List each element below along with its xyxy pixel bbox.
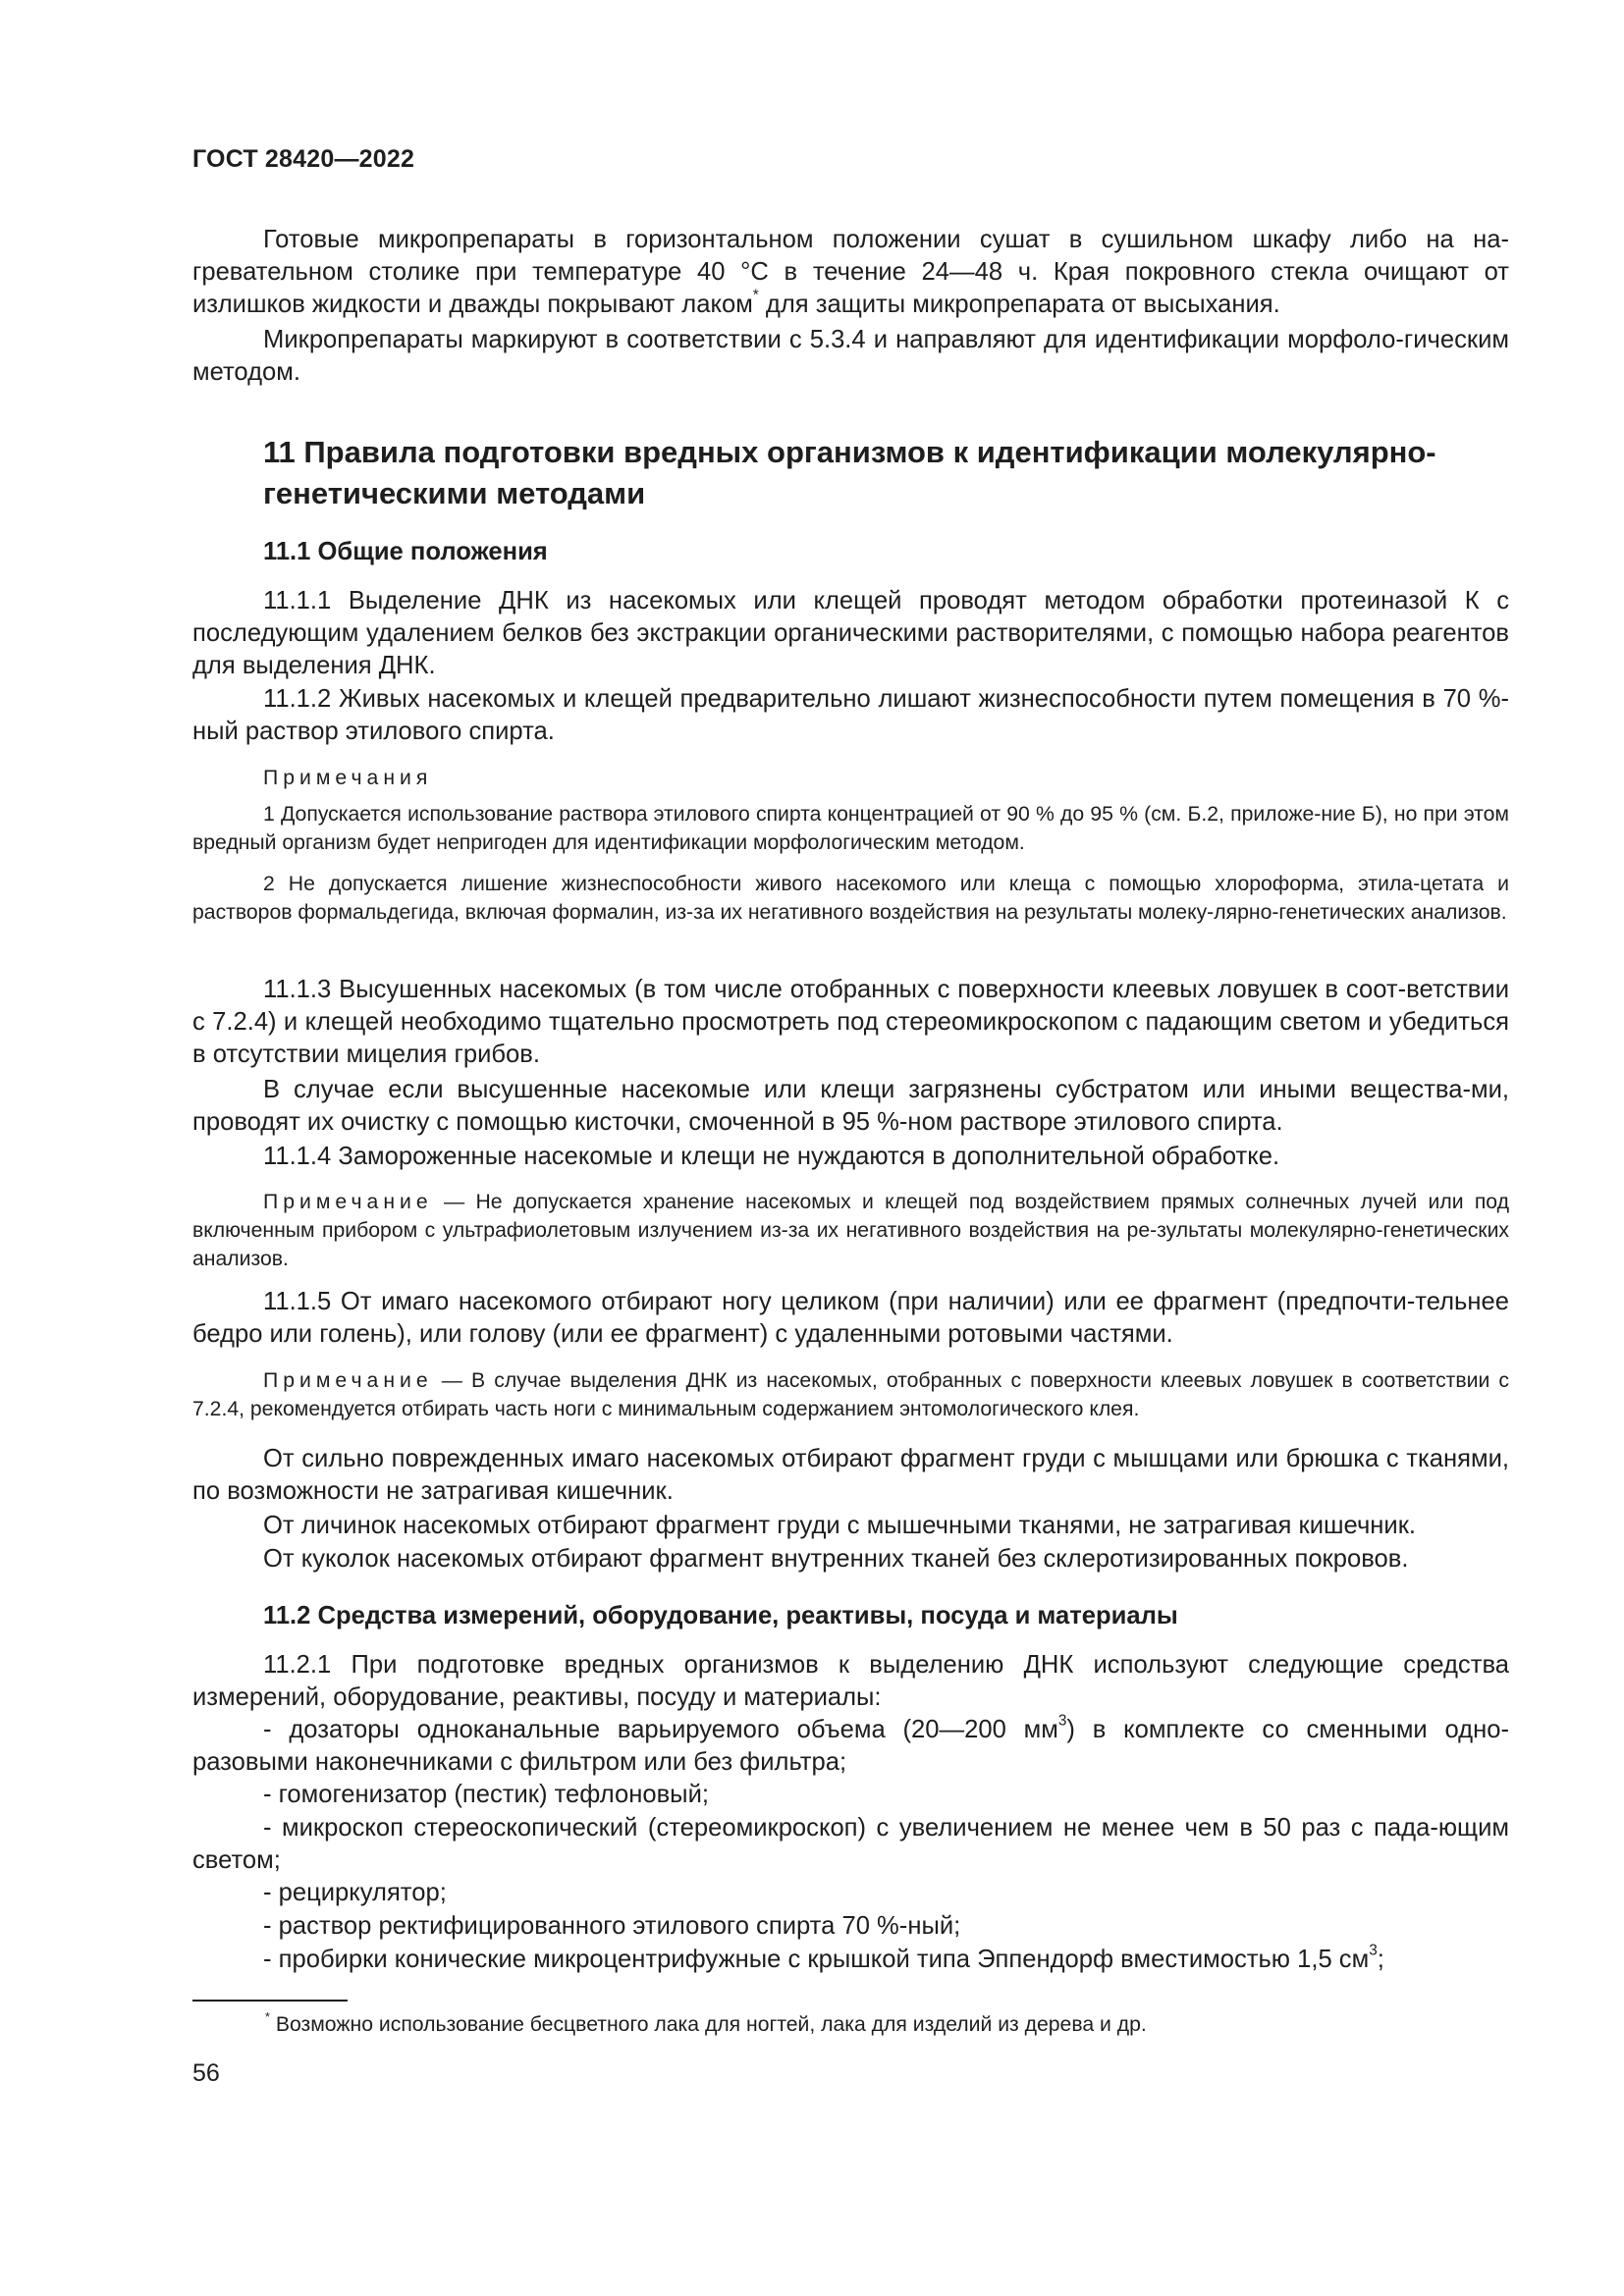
footnote-ref: * (752, 287, 759, 304)
paragraph-pupae: От куколок насекомых отбирают фрагмент внутренних тканей без склеротизированных покровов. (263, 1545, 1409, 1573)
intro-text-a: Готовые микропрепараты в горизонтальном положении сушат в сушильном шкафу либо на на-гревательном столике при температуре 40 °С в течение 24—48 ч. Края покровного стекла очищают от излишков жидкости и дважды покрывают лаком (192, 226, 1509, 318)
note-4 (192, 1366, 1509, 1423)
paragraph-11-2-1: 11.2.1 При подготовке вредных организмов к выделению ДНК используют следующие средства измерений, оборудование, реактивы, посуду и материалы: (192, 1651, 1509, 1711)
paragraph-11-1-3-cleaning: В случае если высушенные насекомые или клещи загрязнены субстратом или иными вещества-ми, проводят их очистку с помощью кисточки, смоченной в 95 %-ном растворе этилового спирта. (192, 1076, 1509, 1136)
paragraph-11-1-3: 11.1.3 Высушенных насекомых (в том числе отобранных с поверхности клеевых ловушек в соот-ветствии с 7.2.4) и клещей необходимо тщательно просмотреть под стереомикроскопом с падающим светом и убедиться в отсутствии мицелия грибов. (192, 976, 1509, 1068)
note-3-label: Примечание (263, 1191, 433, 1213)
footnote-text: Возможно использование бесцветного лака для ногтей, лака для изделий из дерева и др. (269, 2013, 1147, 2036)
list-item: - микроскоп стереоскопический (стереомикроскоп) с увеличением не менее чем в 50 раз с пада-ющим светом; (192, 1814, 1509, 1874)
subsection-11-2-title: 11.2 Средства измерений, оборудование, реактивы, посуда и материалы (263, 1602, 1178, 1629)
paragraph-11-1-1: 11.1.1 Выделение ДНК из насекомых или клещей проводят методом обработки протеиназой К с последующим удалением белков без экстракции органическими растворителями, с помощью набора реагентов для выделения ДНК. (192, 587, 1509, 679)
note-4-label: Примечание (263, 1369, 433, 1392)
intro-paragraph-1 (192, 224, 1509, 321)
note-2: 2 Не допускается лишение жизнеспособности живого насекомого или клеща с помощью хлороформа, этила-цетата и растворов формальдегида, включая формалин, из-за их негативного воздействия на результаты молеку-лярно-генетических анализов. (192, 873, 1509, 924)
footnote-mark: * (265, 2008, 270, 2024)
paragraph-11-1-2: 11.1.2 Живых насекомых и клещей предварительно лишают жизнеспособности путем помещения в 70 %-ный раствор этилового спирта. (192, 685, 1509, 745)
paragraph-11-1-4: 11.1.4 Замороженные насекомые и клещи не нуждаются в дополнительной обработке. (263, 1143, 1280, 1170)
list-item: - рециркулятор; (263, 1879, 447, 1906)
paragraph-larvae: От личинок насекомых отбирают фрагмент груди с мышечными тканями, не затрагивая кишечник. (263, 1512, 1417, 1539)
list-item: - пробирки конические микроцентрифужные с крышкой типа Эппендорф вместимостью 1,5 $см^3$; (263, 1942, 1384, 1973)
paragraph-11-1-5: 11.1.5 От имаго насекомого отбирают ногу целиком (при наличии) или ее фрагмент (предпочти-тельнее бедро или голень), или голову (или ее фрагмент) с удаленными ротовыми частями. (192, 1288, 1509, 1348)
footnote (265, 2010, 1147, 2039)
list-item: - дозаторы одноканальные варьируемого объема (20—200 $мм^3$) в комплекте со сменными одно-разовыми наконечниками с фильтром или без фильтра; (192, 1712, 1510, 1776)
intro-paragraph-2: Микропрепараты маркируют в соответствии с 5.3.4 и направляют для идентификации морфоло-гическим методом. (192, 326, 1509, 386)
paragraph-damaged-imago: От сильно поврежденных имаго насекомых отбирают фрагмент груди с мышцами или брюшка с тканями, по возможности не затрагивая кишечник. (192, 1445, 1509, 1505)
section-11-title: 11 Правила подготовки вредных организмов к идентификации молекулярно-генетическими методами (263, 435, 1436, 510)
note-4-text: — В случае выделения ДНК из насекомых, отобранных с поверхности клеевых ловушек в соответствии с 7.2.4, рекомендуется отбирать часть ноги с минимальным содержанием энтомологического клея. (192, 1369, 1509, 1420)
document-header: ГОСТ 28420—2022 (192, 145, 415, 173)
subsection-11-1-title: 11.1 Общие положения (263, 538, 548, 565)
note-3-text: — Не допускается хранение насекомых и клещей под воздействием прямых солнечных лучей или под включенным прибором с ультрафиолетовым излучением из-за их негативного воздействия на ре-зультаты молекулярно-генетических анализов. (192, 1191, 1509, 1270)
note-3 (192, 1188, 1509, 1273)
page-number: 56 (192, 2059, 220, 2087)
note-1: 1 Допускается использование раствора этилового спирта концентрацией от 90 % до 95 % (см. Б.2, приложе-ние Б), но при этом вредный организм будет непригоден для идентификации морфологическим методом. (192, 803, 1509, 854)
list-item: - гомогенизатор (пестик) тефлоновый; (263, 1781, 709, 1808)
list-item: - раствор ректифицированного этилового спирта 70 %-ный; (263, 1912, 961, 1940)
footnote-separator (192, 2000, 348, 2002)
notes-label: Примечания (263, 767, 433, 789)
intro-text-b: для защиты микропрепарата от высыхания. (758, 291, 1280, 318)
